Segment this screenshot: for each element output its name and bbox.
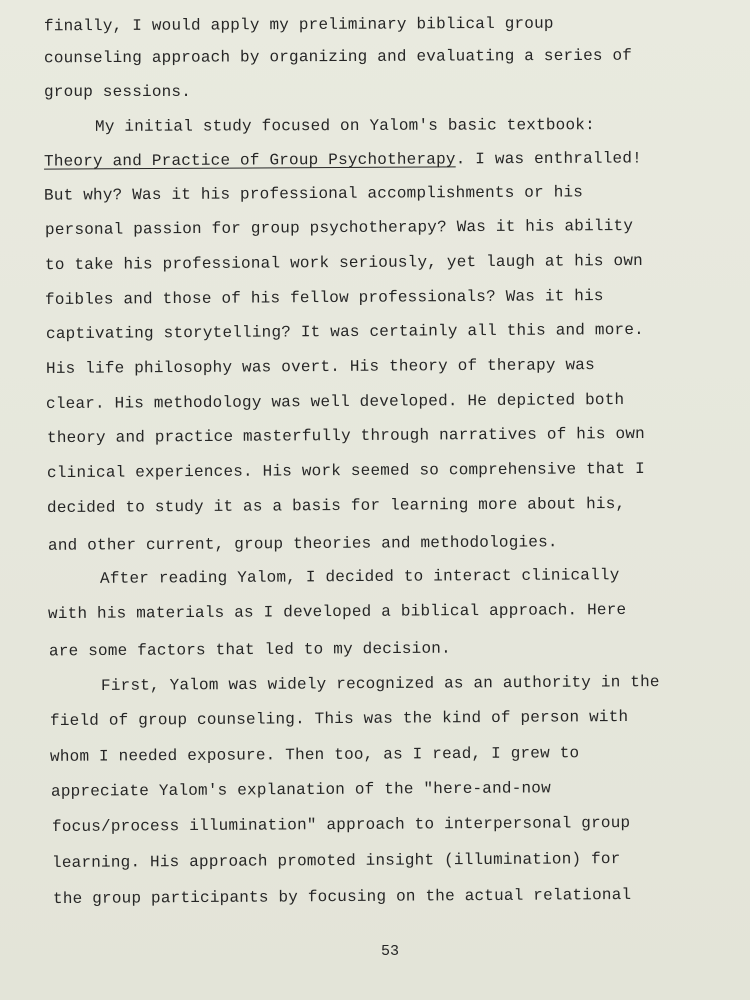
text-line: After reading Yalom, I decided to interact clinically xyxy=(99,566,620,588)
text-line: theory and practice masterfully through narratives of his own xyxy=(46,424,645,448)
text-line: foibles and those of his fellow professionals? Was it his xyxy=(44,287,604,309)
text-line: with his materials as I developed a biblical approach. Here xyxy=(47,600,627,624)
text-line: His life philosophy was overt. His theory of therapy was xyxy=(45,356,595,378)
text-line: the group participants by focusing on the actual relational xyxy=(52,885,632,909)
text-line: field of group counseling. This was the kind of person with xyxy=(49,707,629,731)
text-line: personal passion for group psychotherapy? Was it his ability xyxy=(44,216,634,240)
text-line: My initial study focused on Yalom's basic textbook: xyxy=(94,116,595,136)
text-line: to take his professional work seriously, yet laugh at his own xyxy=(44,251,643,275)
text-line: decided to study it as a basis for learning more about his, xyxy=(46,494,626,518)
text-line: focus/process illumination" approach to interpersonal group xyxy=(51,813,631,837)
text-line: clear. His methodology was well developed. He depicted both xyxy=(45,390,625,414)
text-line: whom I needed exposure. Then too, as I read, I grew to xyxy=(49,744,580,766)
text-line: learning. His approach promoted insight (illumination) for xyxy=(51,850,621,872)
text-line xyxy=(44,149,642,170)
text-fragment: . I was enthralled! xyxy=(455,149,642,169)
text-line: are some factors that led to my decision. xyxy=(48,639,451,661)
book-title: Theory and Practice of Group Psychotherapy xyxy=(43,150,456,171)
text-line: finally, I would apply my preliminary biblical group xyxy=(43,14,554,36)
text-line: First, Yalom was widely recognized as an authority in the xyxy=(100,673,660,695)
text-line: But why? Was it his professional accomplishments or his xyxy=(43,183,584,205)
text-line: captivating storytelling? It was certainly all this and more. xyxy=(45,320,644,344)
text-line: counseling approach by organizing and evaluating a series of xyxy=(43,46,633,68)
page-number: 53 xyxy=(381,943,400,960)
text-line: appreciate Yalom's explanation of the "here-and-now xyxy=(50,779,551,801)
text-line: group sessions. xyxy=(44,83,192,101)
text-line: and other current, group theories and methodologies. xyxy=(47,533,558,555)
text-line: clinical experiences. His work seemed so comprehensive that I xyxy=(46,459,645,483)
